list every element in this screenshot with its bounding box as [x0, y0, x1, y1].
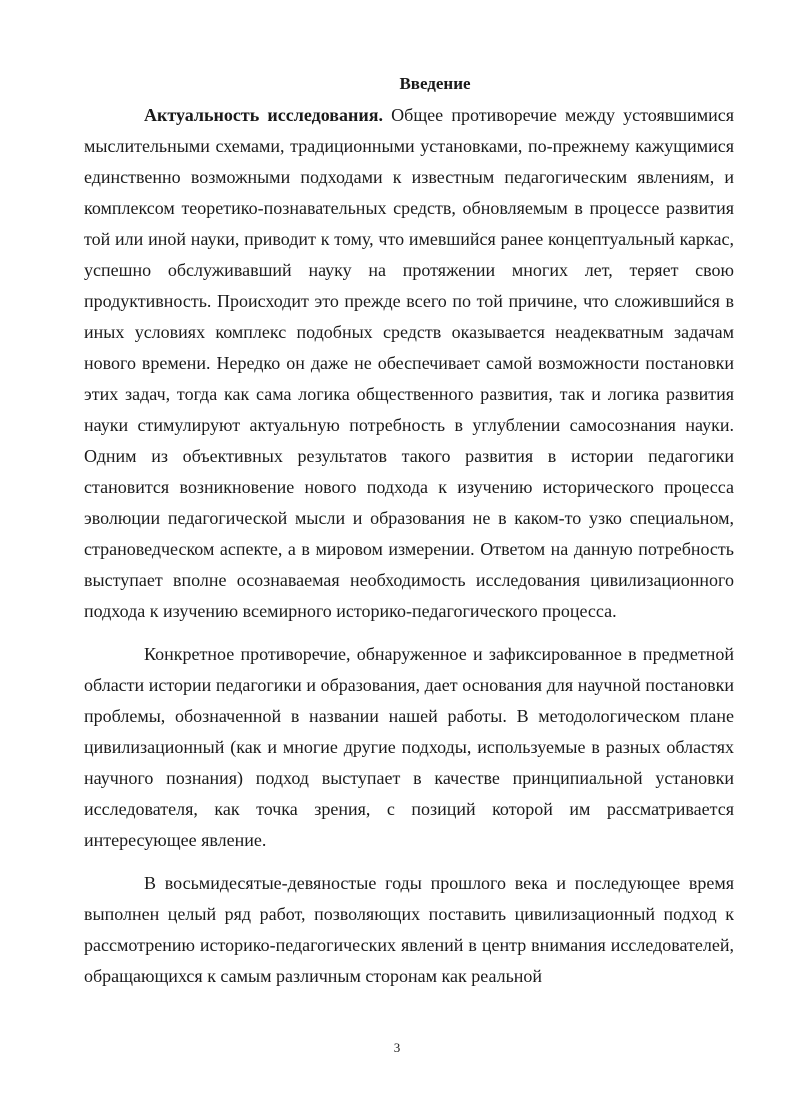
- paragraph-lead: Актуальность исследования.: [144, 105, 383, 125]
- paragraph-works: В восьмидесятые-девяностые годы прошлого века и последующее время выполнен целый ряд работ, позволяющих поставить цивилизационный подход к рассмотрению историко-педагогических явлений в центр внимания исследователей, обращающихся к самым различным сторонам как реальной: [84, 873, 734, 986]
- paragraph-text: Общее противоречие между устоявшимися мыслительными схемами, традиционными установками, по-прежнему кажущимися единственно возможными подходами к известным педагогическим явлениям, и комплексом теоретико-познавательных средств, обновляемым в процессе развития той или иной науки, приводит к тому, что имевшийся ранее концептуальный каркас, успешно обслуживавший науку на протяжении многих лет, теряет свою продуктивность. Происходит это прежде всего по той причине, что сложившийся в иных условиях комплекс подобных средств оказывается неадекватным задачам нового времени. Нередко он даже не обеспечивает самой возможности постановки этих задач, тогда как сама логика общественного развития, так и логика развития науки стимулируют актуальную потребность в углублении самосознания науки. Одним из объективных результатов такого развития в истории педагогики становится возникновение нового подхода к изучению исторического процесса эволюции педагогической мысли и образования не в каком-то узко специальном, страноведческом аспекте, а в мировом измерении. Ответом на данную потребность выступает вполне осознаваемая необходимость исследования цивилизационного подхода к изучению всемирного историко-педагогического процесса.: [84, 105, 735, 621]
- page-number: 3: [393, 1040, 401, 1055]
- paragraph-contradiction: Конкретное противоречие, обнаруженное и зафиксированное в предметной области истории педагогики и образования, дает основания для научной постановки проблемы, обозначенной в названии нашей работы. В методологическом плане цивилизационный (как и многие другие подходы, используемые в разных областях научного познания) подход выступает в качестве принципиальной установки исследователя, как точка зрения, с позиций которой им рассматривается интересующее явление.: [84, 644, 734, 850]
- page-title: Введение: [399, 74, 471, 93]
- paragraph-relevance: [84, 100, 734, 627]
- body-text: [84, 100, 734, 992]
